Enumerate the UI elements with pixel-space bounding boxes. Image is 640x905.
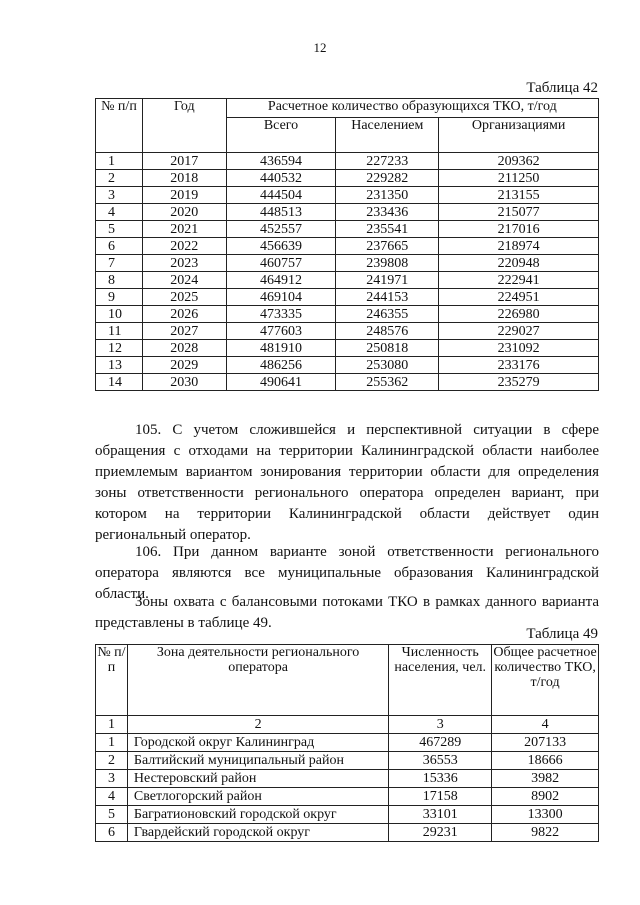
table-cell: 9822 — [492, 824, 599, 842]
header-population: Населением — [336, 118, 439, 153]
table-row — [96, 306, 599, 323]
table-cell: 231350 — [336, 187, 439, 204]
table-cell: 248576 — [336, 323, 439, 340]
table-cell: 250818 — [336, 340, 439, 357]
table-row — [96, 289, 599, 306]
table-cell: 231092 — [439, 340, 599, 357]
table-cell: 213155 — [439, 187, 599, 204]
table-cell: 237665 — [336, 238, 439, 255]
table-cell: 12 — [96, 340, 143, 357]
table-cell: Балтийский муниципальный район — [127, 752, 388, 770]
table-cell: 1 — [96, 153, 143, 170]
table-cell: 3 — [96, 187, 143, 204]
table-cell: 2024 — [142, 272, 226, 289]
table-cell: 2028 — [142, 340, 226, 357]
table-row — [96, 170, 599, 187]
table-cell: 2017 — [142, 153, 226, 170]
header-total: Всего — [226, 118, 336, 153]
table-cell: 15336 — [389, 770, 492, 788]
table-row — [96, 752, 599, 770]
table-49 — [95, 644, 599, 842]
table-cell: 224951 — [439, 289, 599, 306]
table-row — [96, 204, 599, 221]
table-cell: 8902 — [492, 788, 599, 806]
header-zone: Зона деятельности регионального оператора — [127, 645, 388, 716]
table-cell: 227233 — [336, 153, 439, 170]
table-cell: 229282 — [336, 170, 439, 187]
table-row — [96, 187, 599, 204]
header-group: Расчетное количество образующихся ТКО, т/год — [226, 99, 598, 118]
table-cell: 467289 — [389, 734, 492, 752]
table-cell: 4 — [96, 204, 143, 221]
table-cell: 255362 — [336, 374, 439, 391]
table-row — [96, 272, 599, 289]
table-cell: 9 — [96, 289, 143, 306]
table-cell: Городской округ Калининград — [127, 734, 388, 752]
table-cell: 14 — [96, 374, 143, 391]
header-amount: Общее расчетное количество ТКО, т/год — [492, 645, 599, 716]
table-cell: 2019 — [142, 187, 226, 204]
table-cell: 5 — [96, 806, 128, 824]
table-49-caption: Таблица 49 — [526, 626, 598, 642]
table-cell: 2021 — [142, 221, 226, 238]
table-cell: 5 — [96, 221, 143, 238]
header-organizations: Организациями — [439, 118, 599, 153]
table-cell: 2025 — [142, 289, 226, 306]
table-cell: Гвардейский городской округ — [127, 824, 388, 842]
paragraph-zones: Зоны охвата с балансовыми потоками ТКО в рамках данного варианта представлены в таблице 49. — [95, 594, 599, 631]
table-cell: 440532 — [226, 170, 336, 187]
table-row — [96, 323, 599, 340]
table-row — [96, 238, 599, 255]
table-cell: 13300 — [492, 806, 599, 824]
paragraph-106: 106. При данном варианте зоной ответственности регионального оператора являются все муниципальные образования Калининградской области. — [95, 544, 599, 602]
table-cell: 2 — [96, 752, 128, 770]
table-cell: 29231 — [389, 824, 492, 842]
table-cell: 473335 — [226, 306, 336, 323]
table-cell: 244153 — [336, 289, 439, 306]
table-42-caption: Таблица 42 — [526, 80, 598, 96]
table-cell: 2 — [96, 170, 143, 187]
index-cell: 3 — [389, 716, 492, 734]
table-row — [96, 255, 599, 272]
table-cell: 222941 — [439, 272, 599, 289]
table-cell: Нестеровский район — [127, 770, 388, 788]
table-row — [96, 221, 599, 238]
table-cell: 246355 — [336, 306, 439, 323]
table-cell: 2023 — [142, 255, 226, 272]
index-cell: 2 — [127, 716, 388, 734]
paragraph-105: 105. С учетом сложившейся и перспективной ситуации в сфере обращения с отходами на территории Калининградской области наиболее приемлемым вариантом зонирования территории области для определения зоны ответственности регионального оператора определен вариант, при котором на территории Калининградской области действует один региональный оператор. — [95, 422, 599, 543]
table-cell: 233436 — [336, 204, 439, 221]
table-cell: 464912 — [226, 272, 336, 289]
table-cell: 13 — [96, 357, 143, 374]
table-cell: 10 — [96, 306, 143, 323]
table-cell: 220948 — [439, 255, 599, 272]
table-row — [96, 153, 599, 170]
table-cell: 2022 — [142, 238, 226, 255]
table-cell: 2030 — [142, 374, 226, 391]
table-cell: 469104 — [226, 289, 336, 306]
table-cell: 7 — [96, 255, 143, 272]
index-cell: 4 — [492, 716, 599, 734]
table-row — [96, 788, 599, 806]
table-cell: 3982 — [492, 770, 599, 788]
table-cell: 481910 — [226, 340, 336, 357]
table-cell: Багратионовский городской округ — [127, 806, 388, 824]
table-cell: 239808 — [336, 255, 439, 272]
table-cell: 209362 — [439, 153, 599, 170]
table-cell: 235541 — [336, 221, 439, 238]
header-num: № п/п — [96, 99, 143, 153]
table-row — [96, 824, 599, 842]
table-row — [96, 340, 599, 357]
table-cell: 477603 — [226, 323, 336, 340]
table-cell: 2029 — [142, 357, 226, 374]
table-cell: 452557 — [226, 221, 336, 238]
table-cell: 235279 — [439, 374, 599, 391]
table-cell: 207133 — [492, 734, 599, 752]
table-cell: 229027 — [439, 323, 599, 340]
table-row — [96, 806, 599, 824]
table-row — [96, 734, 599, 752]
table-cell: 4 — [96, 788, 128, 806]
header-year: Год — [142, 99, 226, 153]
page-number: 12 — [313, 40, 327, 55]
table-cell: 233176 — [439, 357, 599, 374]
header-num: № п/п — [96, 645, 128, 716]
index-cell: 1 — [96, 716, 128, 734]
table-cell: 8 — [96, 272, 143, 289]
table-cell: 18666 — [492, 752, 599, 770]
table-cell: 448513 — [226, 204, 336, 221]
table-cell: 6 — [96, 238, 143, 255]
table-row — [96, 357, 599, 374]
table-cell: 215077 — [439, 204, 599, 221]
table-cell: 241971 — [336, 272, 439, 289]
table-cell: 17158 — [389, 788, 492, 806]
table-cell: 2026 — [142, 306, 226, 323]
table-cell: 460757 — [226, 255, 336, 272]
table-cell: 217016 — [439, 221, 599, 238]
table-cell: 211250 — [439, 170, 599, 187]
table-cell: 490641 — [226, 374, 336, 391]
table-cell: 226980 — [439, 306, 599, 323]
table-cell: 486256 — [226, 357, 336, 374]
table-cell: Светлогорский район — [127, 788, 388, 806]
table-cell: 1 — [96, 734, 128, 752]
table-cell: 36553 — [389, 752, 492, 770]
table-cell: 33101 — [389, 806, 492, 824]
table-cell: 444504 — [226, 187, 336, 204]
table-cell: 2027 — [142, 323, 226, 340]
table-row — [96, 770, 599, 788]
table-cell: 218974 — [439, 238, 599, 255]
table-cell: 436594 — [226, 153, 336, 170]
table-cell: 3 — [96, 770, 128, 788]
table-cell: 253080 — [336, 357, 439, 374]
table-cell: 6 — [96, 824, 128, 842]
table-row — [96, 374, 599, 391]
header-population: Численность населения, чел. — [389, 645, 492, 716]
index-row — [96, 716, 599, 734]
table-cell: 456639 — [226, 238, 336, 255]
table-42 — [95, 98, 599, 391]
table-cell: 11 — [96, 323, 143, 340]
table-cell: 2018 — [142, 170, 226, 187]
table-cell: 2020 — [142, 204, 226, 221]
